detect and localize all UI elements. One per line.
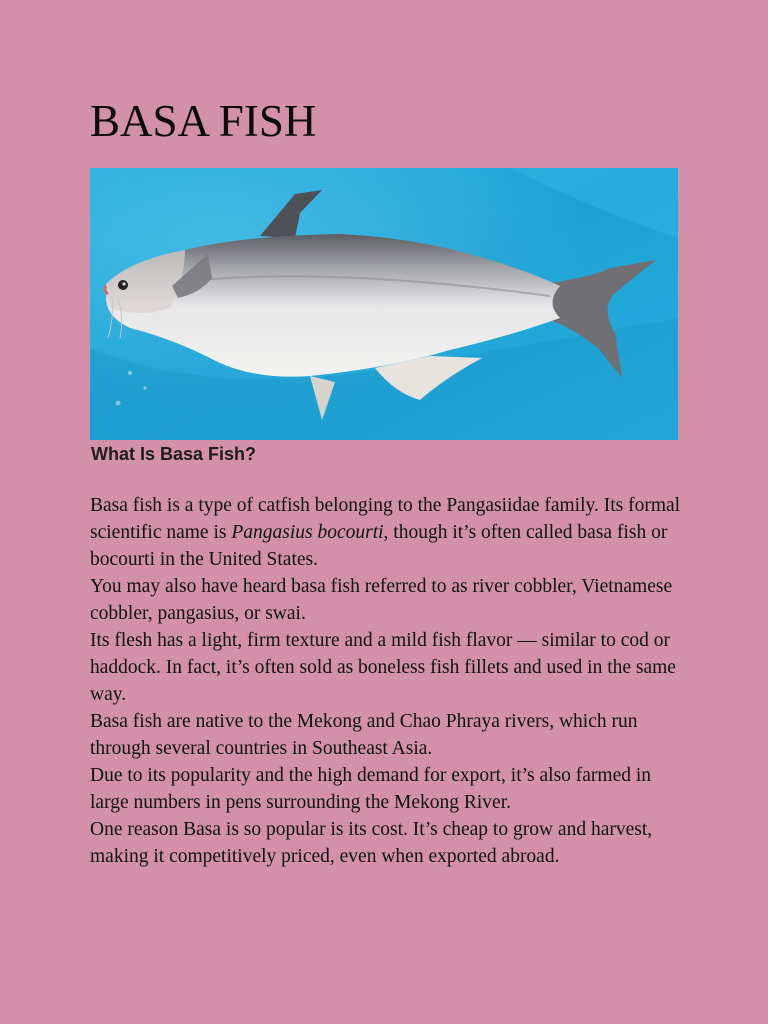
page-title: BASA FISH: [90, 96, 317, 146]
basa-fish-photo: [90, 168, 678, 440]
paragraph: Basa fish are native to the Mekong and Chao Phraya rivers, which run through several countries in Southeast Asia.: [90, 711, 638, 759]
section-heading: What Is Basa Fish?: [91, 444, 257, 464]
paragraph: Due to its popularity and the high demand for export, it’s also farmed in large numbers in pens surrounding the Mekong River.: [90, 765, 652, 813]
paragraph: Its flesh has a light, firm texture and a mild fish flavor — similar to cod or haddock. In fact, it’s often sold as boneless fish fillets and used in the same way.: [90, 630, 676, 705]
article-body: [90, 492, 690, 870]
scientific-name: Pangasius bocourti: [231, 522, 384, 543]
paragraph: You may also have heard basa fish referred to as river cobbler, Vietnamese cobbler, pangasius, or swai.: [90, 576, 673, 624]
paragraph: One reason Basa is so popular is its cost. It’s cheap to grow and harvest, making it competitively priced, even when exported abroad.: [90, 819, 653, 867]
paragraph: Basa fish is a type of catfish belonging to the Pangasiidae family. Its formal scientific name is Pangasius bocourti, though it’s often called basa fish or bocourti in the United States.: [90, 495, 681, 570]
